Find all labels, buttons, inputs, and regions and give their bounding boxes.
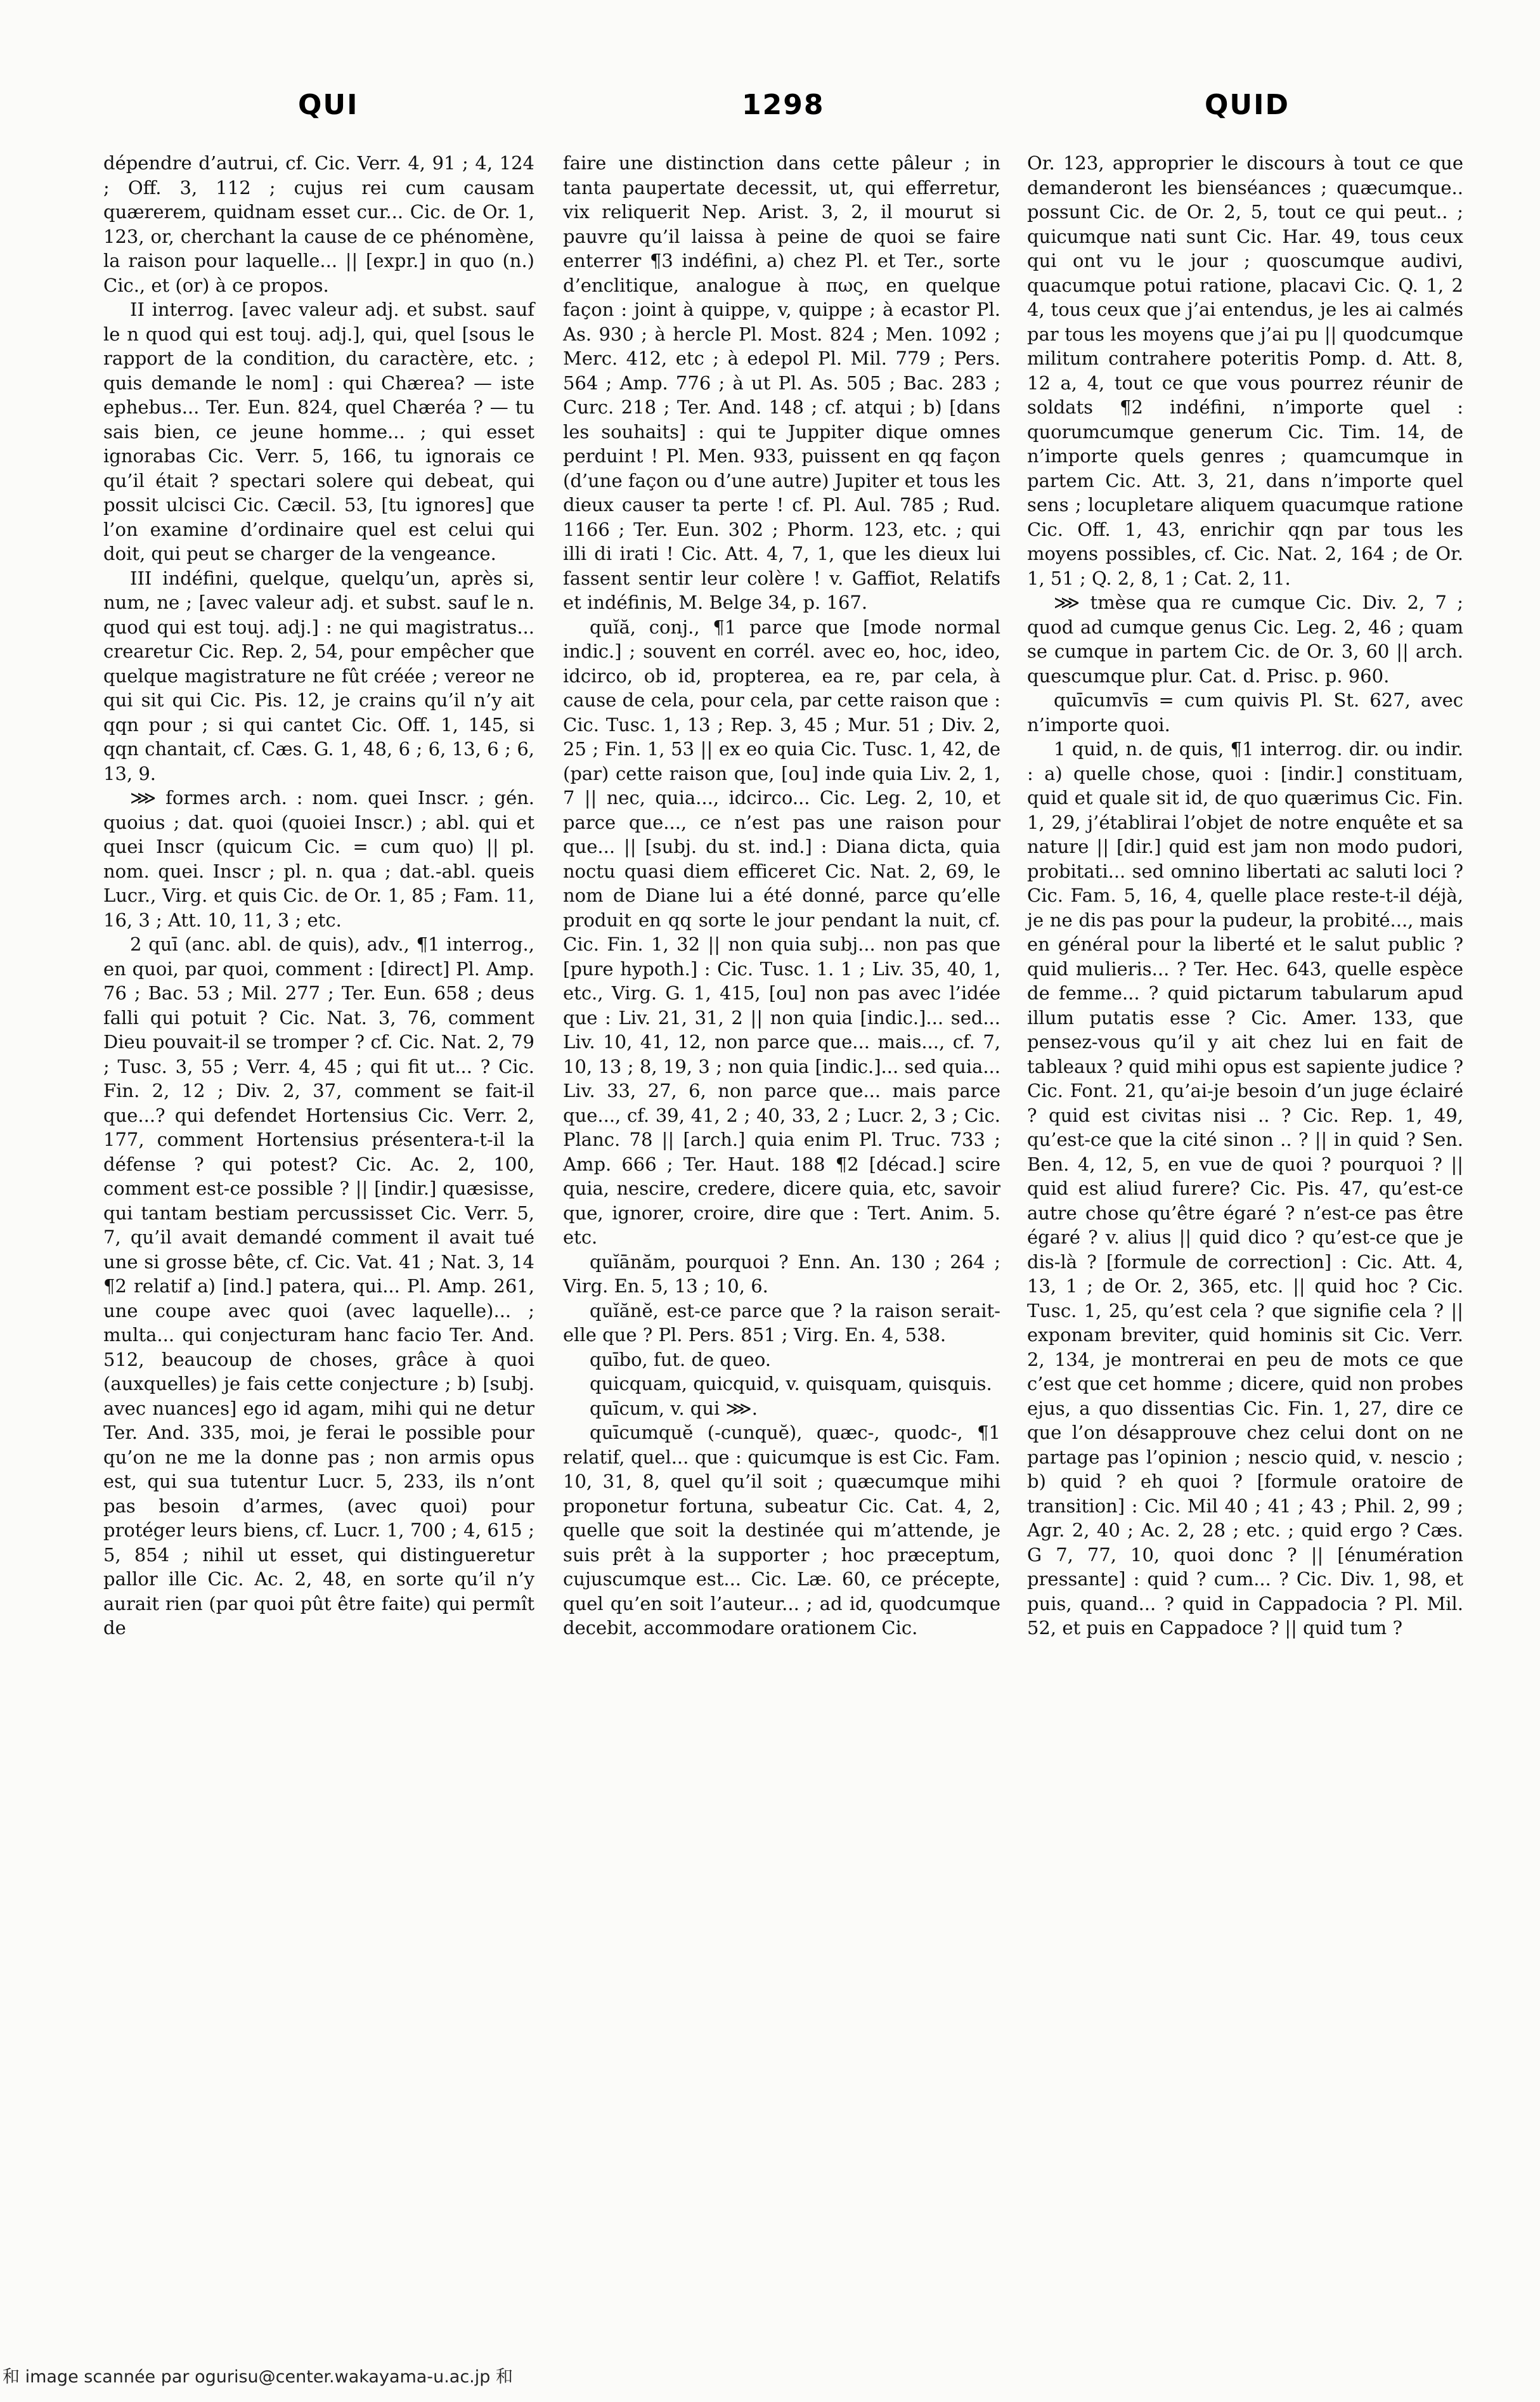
entry-paragraph: quīcumvīs = cum quivis Pl. St. 627, avec n’importe quoi. xyxy=(1027,689,1470,736)
column-1 xyxy=(103,151,541,2351)
page-number: 1298 xyxy=(742,89,825,121)
entry-paragraph: 1 quid, n. de quis, ¶1 interrog. dir. ou indir. : a) quelle chose, quoi : [indir.] constituam, quid et quale sit id, de quo quærimus Cic. Fin. 1, 29, j’établirai l’objet de notre enquête et sa nature || [dir.] quid est jam non modo pudori, probitati... sed omnino libertati ac saluti loci ? Cic. Fam. 5, 16, 4, quelle place reste-t-il déjà, je ne dis pas pour la pudeur, la probité..., mais en général pour la liberté et le salut public ? quid mulieris... ? Ter. Hec. 643, quelle espèce de femme... ? quid pictarum tabularum apud illum putatis esse ? Cic. Amer. 133, que pensez-vous qu’il y ait chez lui en fait de tableaux ? quid mihi opus est sapiente judice ? Cic. Font. 21, qu’ai-je besoin d’un juge éclairé ? quid est civitas nisi .. ? Cic. Rep. 1, 49, qu’est-ce que la cité sinon .. ? || in quid ? Sen. Ben. 4, 12, 5, en vue de quoi ? pourquoi ? || quid est aliud furere? Cic. Pis. 47, qu’est-ce autre chose qu’être égaré ? n’est-ce pas être égaré ? v. alius || quid dico ? qu’est-ce que je dis-là ? [formule de correction] : Cic. Att. 4, 13, 1 ; de Or. 2, 365, etc. || quid hoc ? Cic. Tusc. 1, 25, qu’est cela ? que signifie cela ? || exponam breviter, quid hominis sit Cic. Verr. 2, 134, je montrerai en peu de mots ce que c’est que cet homme ; dicere, quid non probes ejus, a quo dissentias Cic. Fin. 1, 27, dire ce que l’on désapprouve chez celui dont on ne partage pas l’opinion ; nescio quid, v. nescio ; b) quid ? eh quoi ? [formule oratoire de transition] : Cic. Mil 40 ; 41 ; 43 ; Phil. 2, 99 ; Agr. 2, 40 ; Ac. 2, 28 ; etc. ; quid ergo ? Cæs. G 7, 77, 10, quoi donc ? || [énumération pressante] : quid ? cum... ? Cic. Div. 1, 98, et puis, quand... ? quid in Cappadocia ? Pl. Mil. 52, et puis en Cappadoce ? || quid tum ? xyxy=(1027,738,1470,1639)
column-3 xyxy=(1027,151,1470,2351)
entry-paragraph: quīcumquĕ (-cunquĕ), quæc-, quodc-, ¶1 relatif, quel... que : quicumque is est Cic. Fam. 10, 31, 8, quel qu’il soit ; quæcumque mihi proponetur fortuna, subeatur Cic. Cat. 4, 2, quelle que soit la destinée qui m’attende, je suis prêt à la supporter ; hoc præceptum, cujuscumque est... Cic. Læ. 60, ce précepte, quel qu’en soit l’auteur... ; ad id, quodcumque decebit, accommodare orationem Cic. xyxy=(563,1422,1007,1639)
entry-paragraph: ⋙ tmèse qua re cumque Cic. Div. 2, 7 ; quod ad cumque genus Cic. Leg. 2, 46 ; quam se cumque in partem Cic. de Or. 3, 60 || arch. quescumque plur. Cat. d. Prisc. p. 960. xyxy=(1027,592,1470,687)
entry-paragraph: III indéfini, quelque, quelqu’un, après si, num, ne ; [avec valeur adj. et subst. sauf le n. quod qui est touj. adj.] : ne qui magistratus... crearetur Cic. Rep. 2, 54, pour empêcher que quelque magistrature ne fût créée ; vereor ne qui sit qui Cic. Pis. 12, je crains qu’il n’y ait qqn pour ; si qui cantet Cic. Off. 1, 145, si qqn chantait, cf. Cæs. G. 1, 48, 6 ; 6, 13, 6 ; 6, 13, 9. xyxy=(103,567,541,784)
entry-paragraph: quībo, fut. de queo. xyxy=(590,1348,771,1370)
right-headword: QUID xyxy=(1205,89,1290,121)
scan-credit: 和 image scannée par ogurisu@center.wakayama-u.ac.jp 和 xyxy=(3,2367,513,2387)
entry-paragraph: dépendre d’autrui, cf. Cic. Verr. 4, 91 ; 4, 124 ; Off. 3, 112 ; cujus rei cum causam quærerem, quidnam esset cur... Cic. de Or. 1, 123, or, cherchant la cause de ce phénomène, la raison pour laquelle... || [expr.] in quo (n.) Cic., et (or) à ce propos. xyxy=(103,152,541,296)
entry-paragraph: quĭă, conj., ¶1 parce que [mode normal indic.] ; souvent en corrél. avec eo, hoc, ideo, idcirco, ob id, propterea, ea re, par cela, à cause de cela, pour cela, par cette raison que : Cic. Tusc. 1, 13 ; Rep. 3, 45 ; Mur. 51 ; Div. 2, 25 ; Fin. 1, 53 || ex eo quia Cic. Tusc. 1, 42, de (par) cette raison que, [ou] inde quia Liv. 2, 1, 7 || nec, quia..., idcirco... Cic. Leg. 2, 10, et parce que..., ce n’est pas une raison pour que... || [subj. du st. ind.] : Diana dicta, quia noctu quasi diem efficeret Cic. Nat. 2, 69, le nom de Diane lui a été donné, parce qu’elle produit en qq sorte le jour pendant la nuit, cf. Cic. Fin. 1, 32 || non quia subj... non pas que [pure hypoth.] : Cic. Tusc. 1. 1 ; Liv. 35, 40, 1, etc., Virg. G. 1, 415, [ou] non pas avec l’idée que : Liv. 21, 31, 2 || non quia [indic.]... sed... Liv. 10, 41, 12, non parce que... mais..., cf. 7, 10, 13 ; 8, 19, 3 ; non quia [indic.]... sed quia... Liv. 33, 27, 6, non parce que... mais parce que..., cf. 39, 41, 2 ; 40, 33, 2 ; Lucr. 2, 3 ; Cic. Planc. 78 || [arch.] quia enim Pl. Truc. 733 ; Amp. 666 ; Ter. Haut. 188 ¶2 [décad.] scire quia, nescire, credere, dicere quia, etc, savoir que, ignorer, croire, dire que : Tert. Anim. 5. etc. xyxy=(563,616,1007,1248)
entry-paragraph: quīcum, v. qui ⋙. xyxy=(590,1397,758,1419)
entry-paragraph: quicquam, quicquid, v. quisquam, quisquis. xyxy=(590,1373,992,1394)
page-header xyxy=(0,89,1537,133)
entry-paragraph: faire une distinction dans cette pâleur ; in tanta paupertate decessit, ut, qui efferretur, vix reliquerit Nep. Arist. 3, 2, il mourut si pauvre qu’il laissa à peine de quoi se faire enterrer ¶3 indéfini, a) chez Pl. et Ter., sorte d’enclitique, analogue à πως, en quelque façon : joint à quippe, v, quippe ; à ecastor Pl. As. 930 ; à hercle Pl. Most. 824 ; Men. 1092 ; Merc. 412, etc ; à edepol Pl. Mil. 779 ; Pers. 564 ; Amp. 776 ; à ut Pl. As. 505 ; Bac. 283 ; Curc. 218 ; Ter. And. 148 ; cf. atqui ; b) [dans les souhaits] : qui te Juppiter dique omnes perduint ! Pl. Men. 933, puissent en qq façon (d’une façon ou d’une autre) Jupiter et tous les dieux causer ta perte ! cf. Pl. Aul. 785 ; Rud. 1166 ; Ter. Eun. 302 ; Phorm. 123, etc. ; qui illi di irati ! Cic. Att. 4, 7, 1, que les dieux lui fassent sentir leur colère ! v. Gaffiot, Relatifs et indéfinis, M. Belge 34, p. 167. xyxy=(563,152,1007,613)
entry-paragraph: 2 quī (anc. abl. de quis), adv., ¶1 interrog., en quoi, par quoi, comment : [direct] Pl. Amp. 76 ; Bac. 53 ; Mil. 277 ; Ter. Eun. 658 ; deus falli qui potuit ? Cic. Nat. 3, 76, comment Dieu pouvait-il se tromper ? cf. Cic. Nat. 2, 79 ; Tusc. 3, 55 ; Verr. 4, 45 ; qui fit ut... ? Cic. Fin. 2, 12 ; Div. 2, 37, comment se fait-il que...? qui defendet Hortensius Cic. Verr. 2, 177, comment Hortensius présentera-t-il la défense ? qui potest? Cic. Ac. 2, 100, comment est-ce possible ? || [indir.] quæsisse, qui tantam bestiam percussisset Cic. Verr. 5, 7, qu’il avait demandé comment il avait tué une si grosse bête, cf. Cic. Vat. 41 ; Nat. 3, 14 ¶2 relatif a) [ind.] patera, qui... Pl. Amp. 261, une coupe avec quoi (avec laquelle)... ; multa... qui conjecturam hanc facio Ter. And. 512, beaucoup de choses, grâce à quoi (auxquelles) je fais cette conjecture ; b) [subj. avec nuances] ego id agam, mihi qui ne detur Ter. And. 335, moi, je ferai le possible pour qu’on ne me la donne pas ; non armis opus est, qui sua tutentur Lucr. 5, 233, ils n’ont pas besoin d’armes, (avec quoi) pour protéger leurs biens, cf. Lucr. 1, 700 ; 4, 615 ; 5, 854 ; nihil ut esset, qui distingueretur pallor ille Cic. Ac. 2, 48, en sorte qu’il n’y aurait rien (par quoi pût être faite) qui permît de xyxy=(103,933,541,1639)
entry-paragraph: quĭănĕ, est-ce parce que ? la raison serait-elle que ? Pl. Pers. 851 ; Virg. En. 4, 538. xyxy=(563,1299,1000,1346)
entry-paragraph: II interrog. [avec valeur adj. et subst. sauf le n quod qui est touj. adj.], qui, quel [sous le rapport de la condition, du caractère, etc. ; quis demande le nom] : qui Chærea? — iste ephebus... Ter. Eun. 824, quel Chæréa ? — tu sais bien, ce jeune homme... ; qui esset ignorabas Cic. Verr. 5, 166, tu ignorais ce qu’il était ? spectari solere qui debeat, qui possit ulcisci Cic. Cæcil. 53, [tu ignores] que l’on examine d’ordinaire quel est celui qui doit, qui peut se charger de la vengeance. xyxy=(103,299,541,564)
entry-paragraph: ⋙ formes arch. : nom. quei Inscr. ; gén. quoius ; dat. quoi (quoiei Inscr.) ; abl. qui et quei Inscr (quicum Cic. = cum quo) || pl. nom. quei. Inscr ; pl. n. qua ; dat.-abl. queis Lucr., Virg. et quis Cic. de Or. 1, 85 ; Fam. 11, 16, 3 ; Att. 10, 11, 3 ; etc. xyxy=(103,787,541,931)
column-2 xyxy=(563,151,1007,2351)
entry-paragraph: Or. 123, approprier le discours à tout ce que demanderont les bienséances ; quæcumque.. possunt Cic. de Or. 2, 5, tout ce qui peut.. ; quicumque nati sunt Cic. Har. 49, tous ceux qui ont vu le jour ; quoscumque audivi, quacumque potui ratione, placavi Cic. Q. 1, 2 4, tous ceux que j’ai entendus, je les ai calmés par tous les moyens que j’ai pu || quodcumque militum contrahere poteritis Pomp. d. Att. 8, 12 a, 4, tout ce que vous pourrez réunir de soldats ¶2 indéfini, n’importe quel : quorumcumque generum Cic. Tim. 14, de n’importe quels genres ; quamcumque in partem Cic. Att. 3, 21, dans n’importe quel sens ; locupletare aliquem quacumque ratione Cic. Off. 1, 43, enrichir qqn par tous les moyens possibles, cf. Cic. Nat. 2, 164 ; de Or. 1, 51 ; Q. 2, 8, 1 ; Cat. 2, 11. xyxy=(1027,152,1470,589)
left-headword: QUI xyxy=(298,89,359,121)
entry-paragraph: quĭānăm, pourquoi ? Enn. An. 130 ; 264 ; Virg. En. 5, 13 ; 10, 6. xyxy=(563,1250,1007,1297)
